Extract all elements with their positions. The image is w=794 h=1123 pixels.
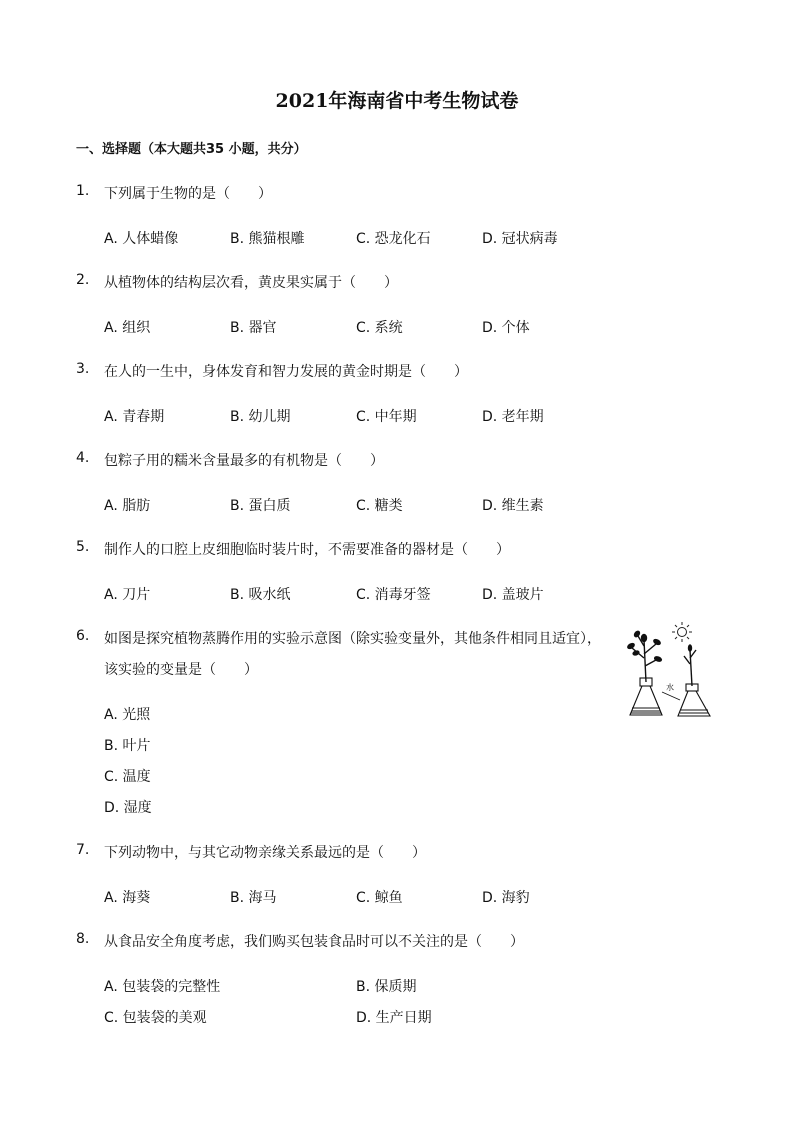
- option-a: A. 青春期: [104, 409, 165, 425]
- transpiration-experiment-figure: [620, 620, 724, 724]
- option-b: B. 熊猫根雕: [230, 231, 305, 247]
- section-heading: 一、选择题（本大题共35 小题，共分）: [76, 142, 307, 157]
- question-stem: 制作人的口腔上皮细胞临时装片时，不需要准备的器材是（ ）: [104, 542, 510, 558]
- option-b: B. 幼儿期: [230, 409, 291, 425]
- page-title: 2021年海南省中考生物试卷: [275, 90, 519, 112]
- option-c: C. 温度: [104, 769, 151, 785]
- question-stem: 从食品安全角度考虑，我们购买包装食品时可以不关注的是（ ）: [104, 934, 524, 950]
- option-d: D. 生产日期: [356, 1010, 432, 1026]
- option-b: B. 蛋白质: [230, 498, 291, 514]
- option-c: C. 系统: [356, 320, 403, 336]
- question-number: 2.: [76, 272, 90, 288]
- option-a: A. 脂肪: [104, 498, 151, 514]
- conical-flask: [630, 678, 662, 715]
- question-stem: 下列动物中，与其它动物亲缘关系最远的是（ ）: [104, 845, 426, 861]
- question-stem: 下列属于生物的是（ ）: [104, 186, 272, 202]
- question-number: 6.: [76, 628, 90, 644]
- option-c: C. 中年期: [356, 409, 417, 425]
- pointer-line: [662, 692, 680, 700]
- option-d: D. 湿度: [104, 800, 152, 816]
- option-b: B. 吸水纸: [230, 587, 291, 603]
- option-c: C. 恐龙化石: [356, 231, 431, 247]
- option-a: A. 包装袋的完整性: [104, 979, 221, 995]
- option-b: B. 器官: [230, 320, 277, 336]
- question-number: 3.: [76, 361, 90, 377]
- option-c: C. 消毒牙签: [356, 587, 431, 603]
- question-stem-continued: 该实验的变量是（ ）: [104, 662, 258, 678]
- conical-flask: [678, 684, 710, 716]
- option-c: C. 包装袋的美观: [104, 1010, 207, 1026]
- option-a: A. 光照: [104, 707, 151, 723]
- option-d: D. 维生素: [482, 498, 544, 514]
- question-number: 1.: [76, 183, 90, 199]
- question-number: 5.: [76, 539, 90, 555]
- question-stem: 包粽子用的糯米含量最多的有机物是（ ）: [104, 453, 384, 469]
- option-b: B. 海马: [230, 890, 277, 906]
- question-number: 8.: [76, 931, 90, 947]
- question-stem: 从植物体的结构层次看，黄皮果实属于（ ）: [104, 275, 398, 291]
- option-a: A. 组织: [104, 320, 151, 336]
- question-stem: 如图是探究植物蒸腾作用的实验示意图（除实验变量外，其他条件相同且适宜），: [104, 631, 601, 647]
- water-label: 水: [666, 683, 674, 692]
- option-a: A. 海葵: [104, 890, 151, 906]
- option-d: D. 海豹: [482, 890, 530, 906]
- question-number: 7.: [76, 842, 90, 858]
- option-a: A. 刀片: [104, 587, 151, 603]
- leafy-branch: [627, 630, 662, 682]
- option-b: B. 叶片: [104, 738, 151, 754]
- option-b: B. 保质期: [356, 979, 417, 995]
- sun-icon: [672, 622, 692, 642]
- question-stem: 在人的一生中，身体发育和智力发展的黄金时期是（ ）: [104, 364, 468, 380]
- leafless-branch: [684, 645, 696, 686]
- option-a: A. 人体蜡像: [104, 231, 179, 247]
- option-d: D. 个体: [482, 320, 530, 336]
- option-c: C. 糖类: [356, 498, 403, 514]
- question-number: 4.: [76, 450, 90, 466]
- option-d: D. 盖玻片: [482, 587, 544, 603]
- option-d: D. 冠状病毒: [482, 231, 558, 247]
- option-d: D. 老年期: [482, 409, 544, 425]
- option-c: C. 鲸鱼: [356, 890, 403, 906]
